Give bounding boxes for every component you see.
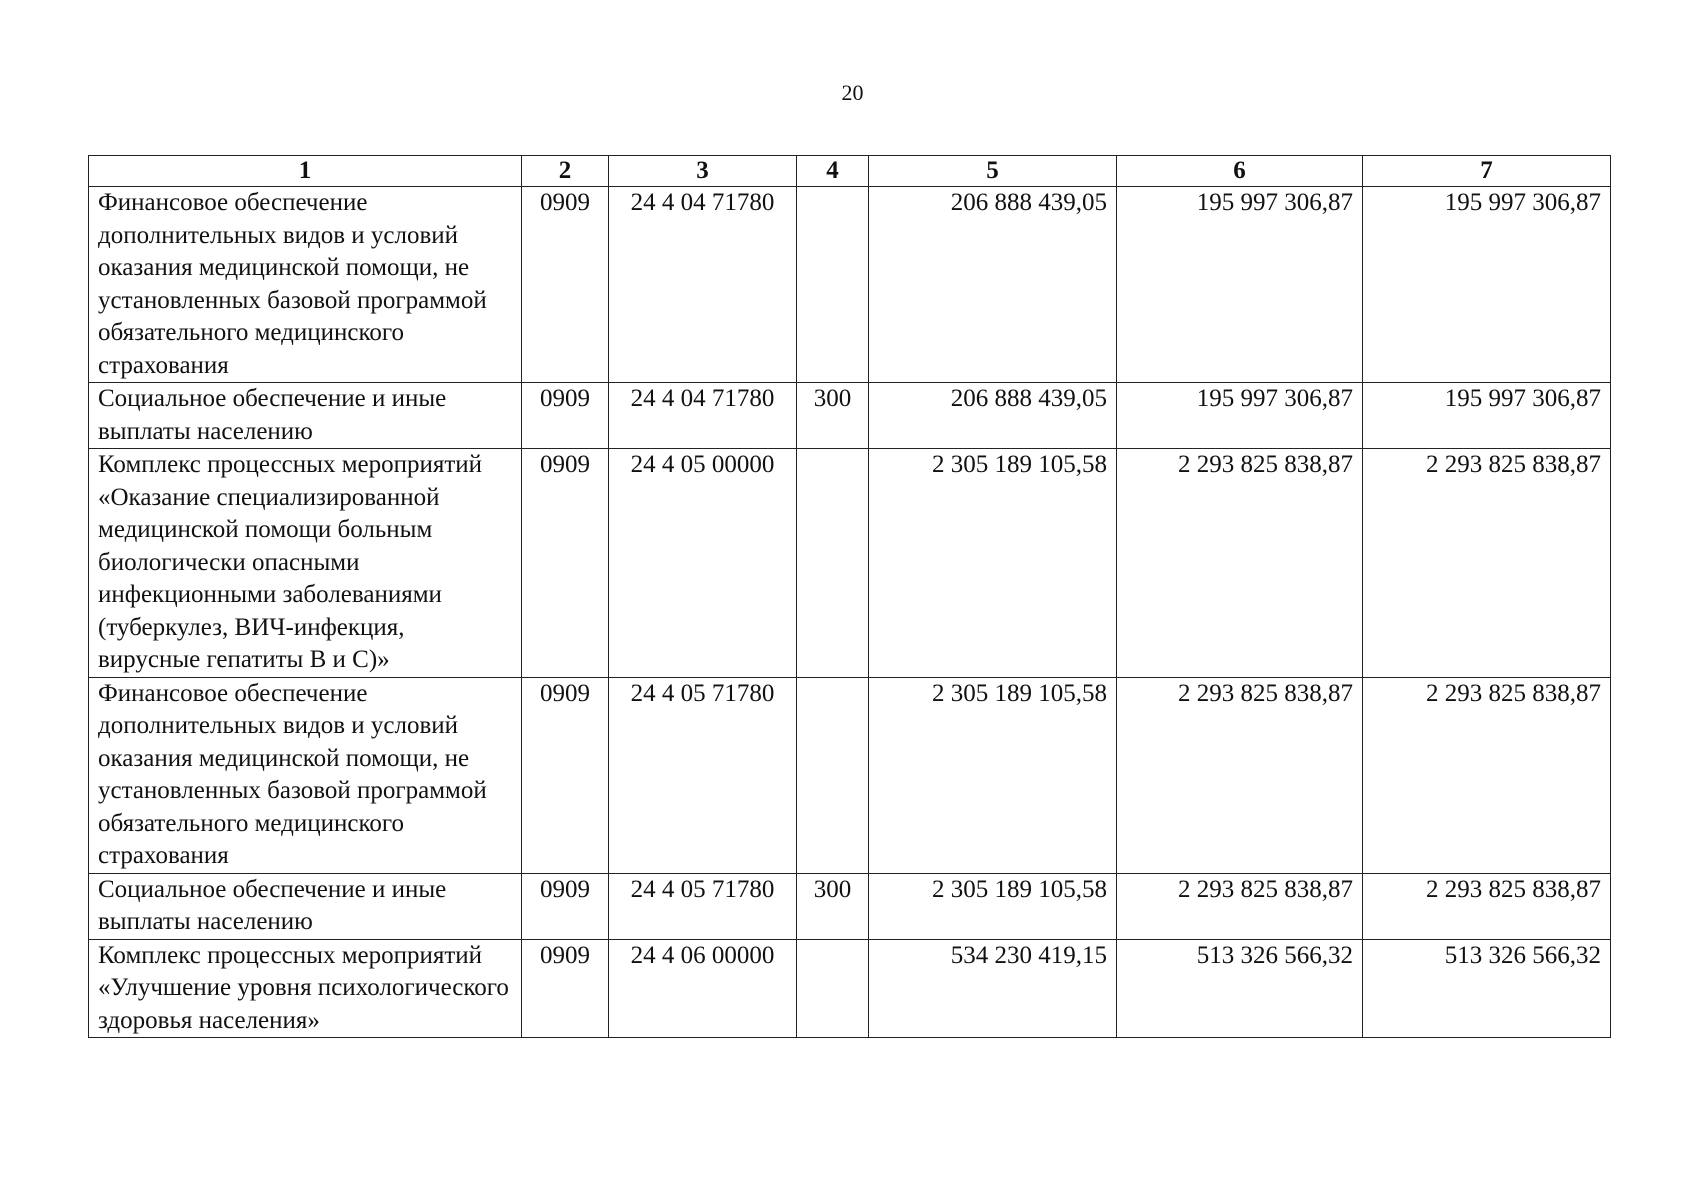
row-amount-col7: 195 997 306,87 [1363,383,1611,449]
row-amount-col6: 513 326 566,32 [1117,939,1363,1038]
header-col-1: 1 [89,156,522,187]
row-name: Комплекс процессных мероприятий «Оказание специализированной медицинской помощи больным биологически опасными инфекционными заболеваниями (туберкулез, ВИЧ-инфекция, вирусные гепатиты В и С)» [89,449,522,678]
table-body [89,187,1611,1038]
page-number [0,80,1697,106]
row-amount-col5: 206 888 439,05 [869,187,1117,383]
table-row [89,383,1611,449]
row-expense-type: 300 [797,873,869,939]
table-row [89,449,1611,678]
row-amount-col6: 195 997 306,87 [1117,187,1363,383]
row-target-code: 24 4 04 71780 [609,187,797,383]
page-number-text: 20 [841,80,864,105]
table-row [89,873,1611,939]
row-section-code: 0909 [522,677,609,873]
row-amount-col7: 2 293 825 838,87 [1363,677,1611,873]
row-name: Социальное обеспечение и иные выплаты населению [89,873,522,939]
row-amount-col5: 2 305 189 105,58 [869,677,1117,873]
row-expense-type [797,939,869,1038]
row-amount-col6: 2 293 825 838,87 [1117,677,1363,873]
row-name: Финансовое обеспечение дополнительных видов и условий оказания медицинской помощи, не установленных базовой программой обязательного медицинского страхования [89,677,522,873]
row-target-code: 24 4 04 71780 [609,383,797,449]
header-col-6: 6 [1117,156,1363,187]
row-amount-col7: 195 997 306,87 [1363,187,1611,383]
row-section-code: 0909 [522,873,609,939]
row-section-code: 0909 [522,939,609,1038]
row-target-code: 24 4 05 71780 [609,677,797,873]
header-col-4: 4 [797,156,869,187]
row-section-code: 0909 [522,449,609,678]
row-amount-col7: 513 326 566,32 [1363,939,1611,1038]
row-name: Комплекс процессных мероприятий «Улучшение уровня психологического здоровья населения» [89,939,522,1038]
row-amount-col6: 2 293 825 838,87 [1117,449,1363,678]
budget-table [88,155,1611,1038]
row-section-code: 0909 [522,383,609,449]
row-target-code: 24 4 06 00000 [609,939,797,1038]
row-amount-col7: 2 293 825 838,87 [1363,873,1611,939]
table-row [89,187,1611,383]
row-amount-col6: 2 293 825 838,87 [1117,873,1363,939]
row-expense-type [797,187,869,383]
row-expense-type [797,677,869,873]
header-row [89,156,1611,187]
header-col-7: 7 [1363,156,1611,187]
row-amount-col5: 206 888 439,05 [869,383,1117,449]
table-row [89,677,1611,873]
row-expense-type: 300 [797,383,869,449]
row-target-code: 24 4 05 00000 [609,449,797,678]
table-row [89,939,1611,1038]
row-amount-col5: 2 305 189 105,58 [869,873,1117,939]
row-target-code: 24 4 05 71780 [609,873,797,939]
row-amount-col7: 2 293 825 838,87 [1363,449,1611,678]
row-amount-col5: 534 230 419,15 [869,939,1117,1038]
row-name: Финансовое обеспечение дополнительных видов и условий оказания медицинской помощи, не установленных базовой программой обязательного медицинского страхования [89,187,522,383]
row-amount-col6: 195 997 306,87 [1117,383,1363,449]
row-amount-col5: 2 305 189 105,58 [869,449,1117,678]
header-col-2: 2 [522,156,609,187]
table-header [89,156,1611,187]
header-col-5: 5 [869,156,1117,187]
row-section-code: 0909 [522,187,609,383]
header-col-3: 3 [609,156,797,187]
row-expense-type [797,449,869,678]
row-name: Социальное обеспечение и иные выплаты населению [89,383,522,449]
